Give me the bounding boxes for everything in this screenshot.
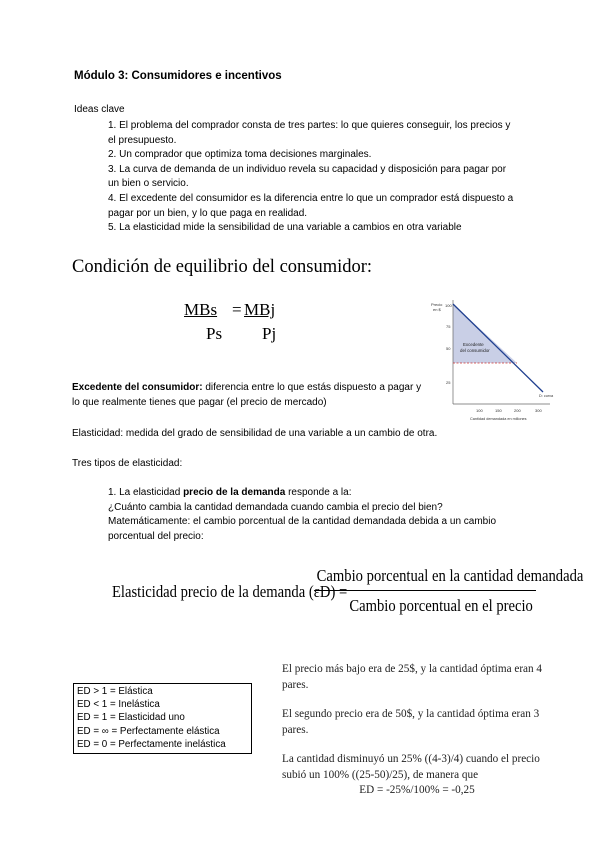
box-item: ED = ∞ = Perfectamente elástica xyxy=(77,725,220,737)
excedente-term: Excedente del consumidor: xyxy=(72,382,203,393)
idea-item: 2. Un comprador que optimiza toma decisiones marginales. xyxy=(108,149,372,161)
item-prefix: 1. La elasticidad xyxy=(108,487,184,498)
numerator-left: MBs xyxy=(184,300,218,319)
example-paragraph: El segundo precio era de 50$, y la cantidad óptima eran 3 pares. xyxy=(282,708,540,736)
x-tick: 100 xyxy=(476,408,483,413)
ideas-heading: Ideas clave xyxy=(74,104,125,115)
y-tick: 50 xyxy=(446,346,451,351)
item-bold: precio de la demanda xyxy=(183,487,286,498)
item-question: ¿Cuánto cambia la cantidad demandada cuando cambia el precio del bien? xyxy=(108,501,443,513)
idea-item: 3. La curva de demanda de un individuo revela su capacidad y disposición para pagar por un bien o servicio. xyxy=(108,163,507,190)
surplus-label-2: del consumidor xyxy=(460,348,490,353)
box-item: ED = 1 = Elasticidad uno xyxy=(77,712,185,724)
equals-sign: = xyxy=(232,300,242,319)
formula-lhs: Elasticidad precio de la demanda (εD) = xyxy=(112,582,348,601)
item-suffix: responde a la: xyxy=(285,487,352,498)
elasticity-types-box xyxy=(73,683,252,754)
example-text xyxy=(282,662,552,799)
elasticity-definition: Elasticidad: medida del grado de sensibilidad de una variable a un cambio de otra. xyxy=(72,428,438,439)
x-label: Cantidad demandada en millones xyxy=(470,417,527,421)
denominator-right: Pj xyxy=(262,324,277,343)
elasticity-types-heading: Tres tipos de elasticidad: xyxy=(72,458,183,469)
price-elasticity-item xyxy=(108,486,528,544)
box-item: ED > 1 = Elástica xyxy=(77,686,153,697)
y-tick: 75 xyxy=(446,324,451,329)
y-tick: 100 xyxy=(445,303,452,308)
item-math: Matemáticamente: el cambio porcentual de la cantidad demandada debida a un cambio porcentual del precio: xyxy=(108,516,497,542)
demand-label: D: curva xyxy=(539,394,554,398)
excedente-definition xyxy=(72,381,422,410)
page-title: Módulo 3: Consumidores e incentivos xyxy=(74,70,282,82)
y-tick: 25 xyxy=(446,380,451,385)
box-item: ED < 1 = Inelástica xyxy=(77,699,160,711)
consumer-surplus-graph xyxy=(425,296,555,424)
denominator-left: Ps xyxy=(206,324,223,343)
example-paragraph: La cantidad disminuyó un 25% ((4-3)/4) cuando el precio subió un 100% ((25-50)/25), de manera que xyxy=(282,753,540,781)
equilibrium-heading: Condición de equilibrio del consumidor: xyxy=(72,257,373,277)
idea-item: 1. El problema del comprador consta de tres partes: lo que quieres conseguir, los precios y el presupuesto. xyxy=(108,120,511,146)
x-tick: 300 xyxy=(535,408,542,413)
y-label: Precio xyxy=(431,302,443,307)
formula-denominator: Cambio porcentual en el precio xyxy=(349,596,533,615)
y-label-unit: en $ xyxy=(433,307,441,312)
numerator-right: MBj xyxy=(244,300,276,319)
surplus-label: Excedente xyxy=(463,342,484,347)
box-item: ED = 0 = Perfectamente inelástica xyxy=(77,738,226,750)
idea-item: 4. El excedente del consumidor es la diferencia entre lo que un comprador está dispuesto a pagar por un bien, y lo que paga en realidad. xyxy=(108,192,514,219)
x-tick: 200 xyxy=(514,408,521,413)
ideas-list xyxy=(108,119,518,236)
excedente-text: diferencia entre lo que estás dispuesto a pagar y lo que realmente tienes que pagar (el precio de mercado) xyxy=(72,382,422,408)
fraction-bar xyxy=(314,590,536,591)
example-paragraph: El precio más bajo era de 25$, y la cantidad óptima eran 4 pares. xyxy=(282,663,543,691)
example-result: ED = -25%/100% = -0,25 xyxy=(359,784,475,796)
x-tick: 150 xyxy=(495,408,502,413)
formula-numerator: Cambio porcentual en la cantidad demandada xyxy=(316,566,584,585)
idea-item: 5. La elasticidad mide la sensibilidad de una variable a cambios en otra variable xyxy=(108,222,462,234)
